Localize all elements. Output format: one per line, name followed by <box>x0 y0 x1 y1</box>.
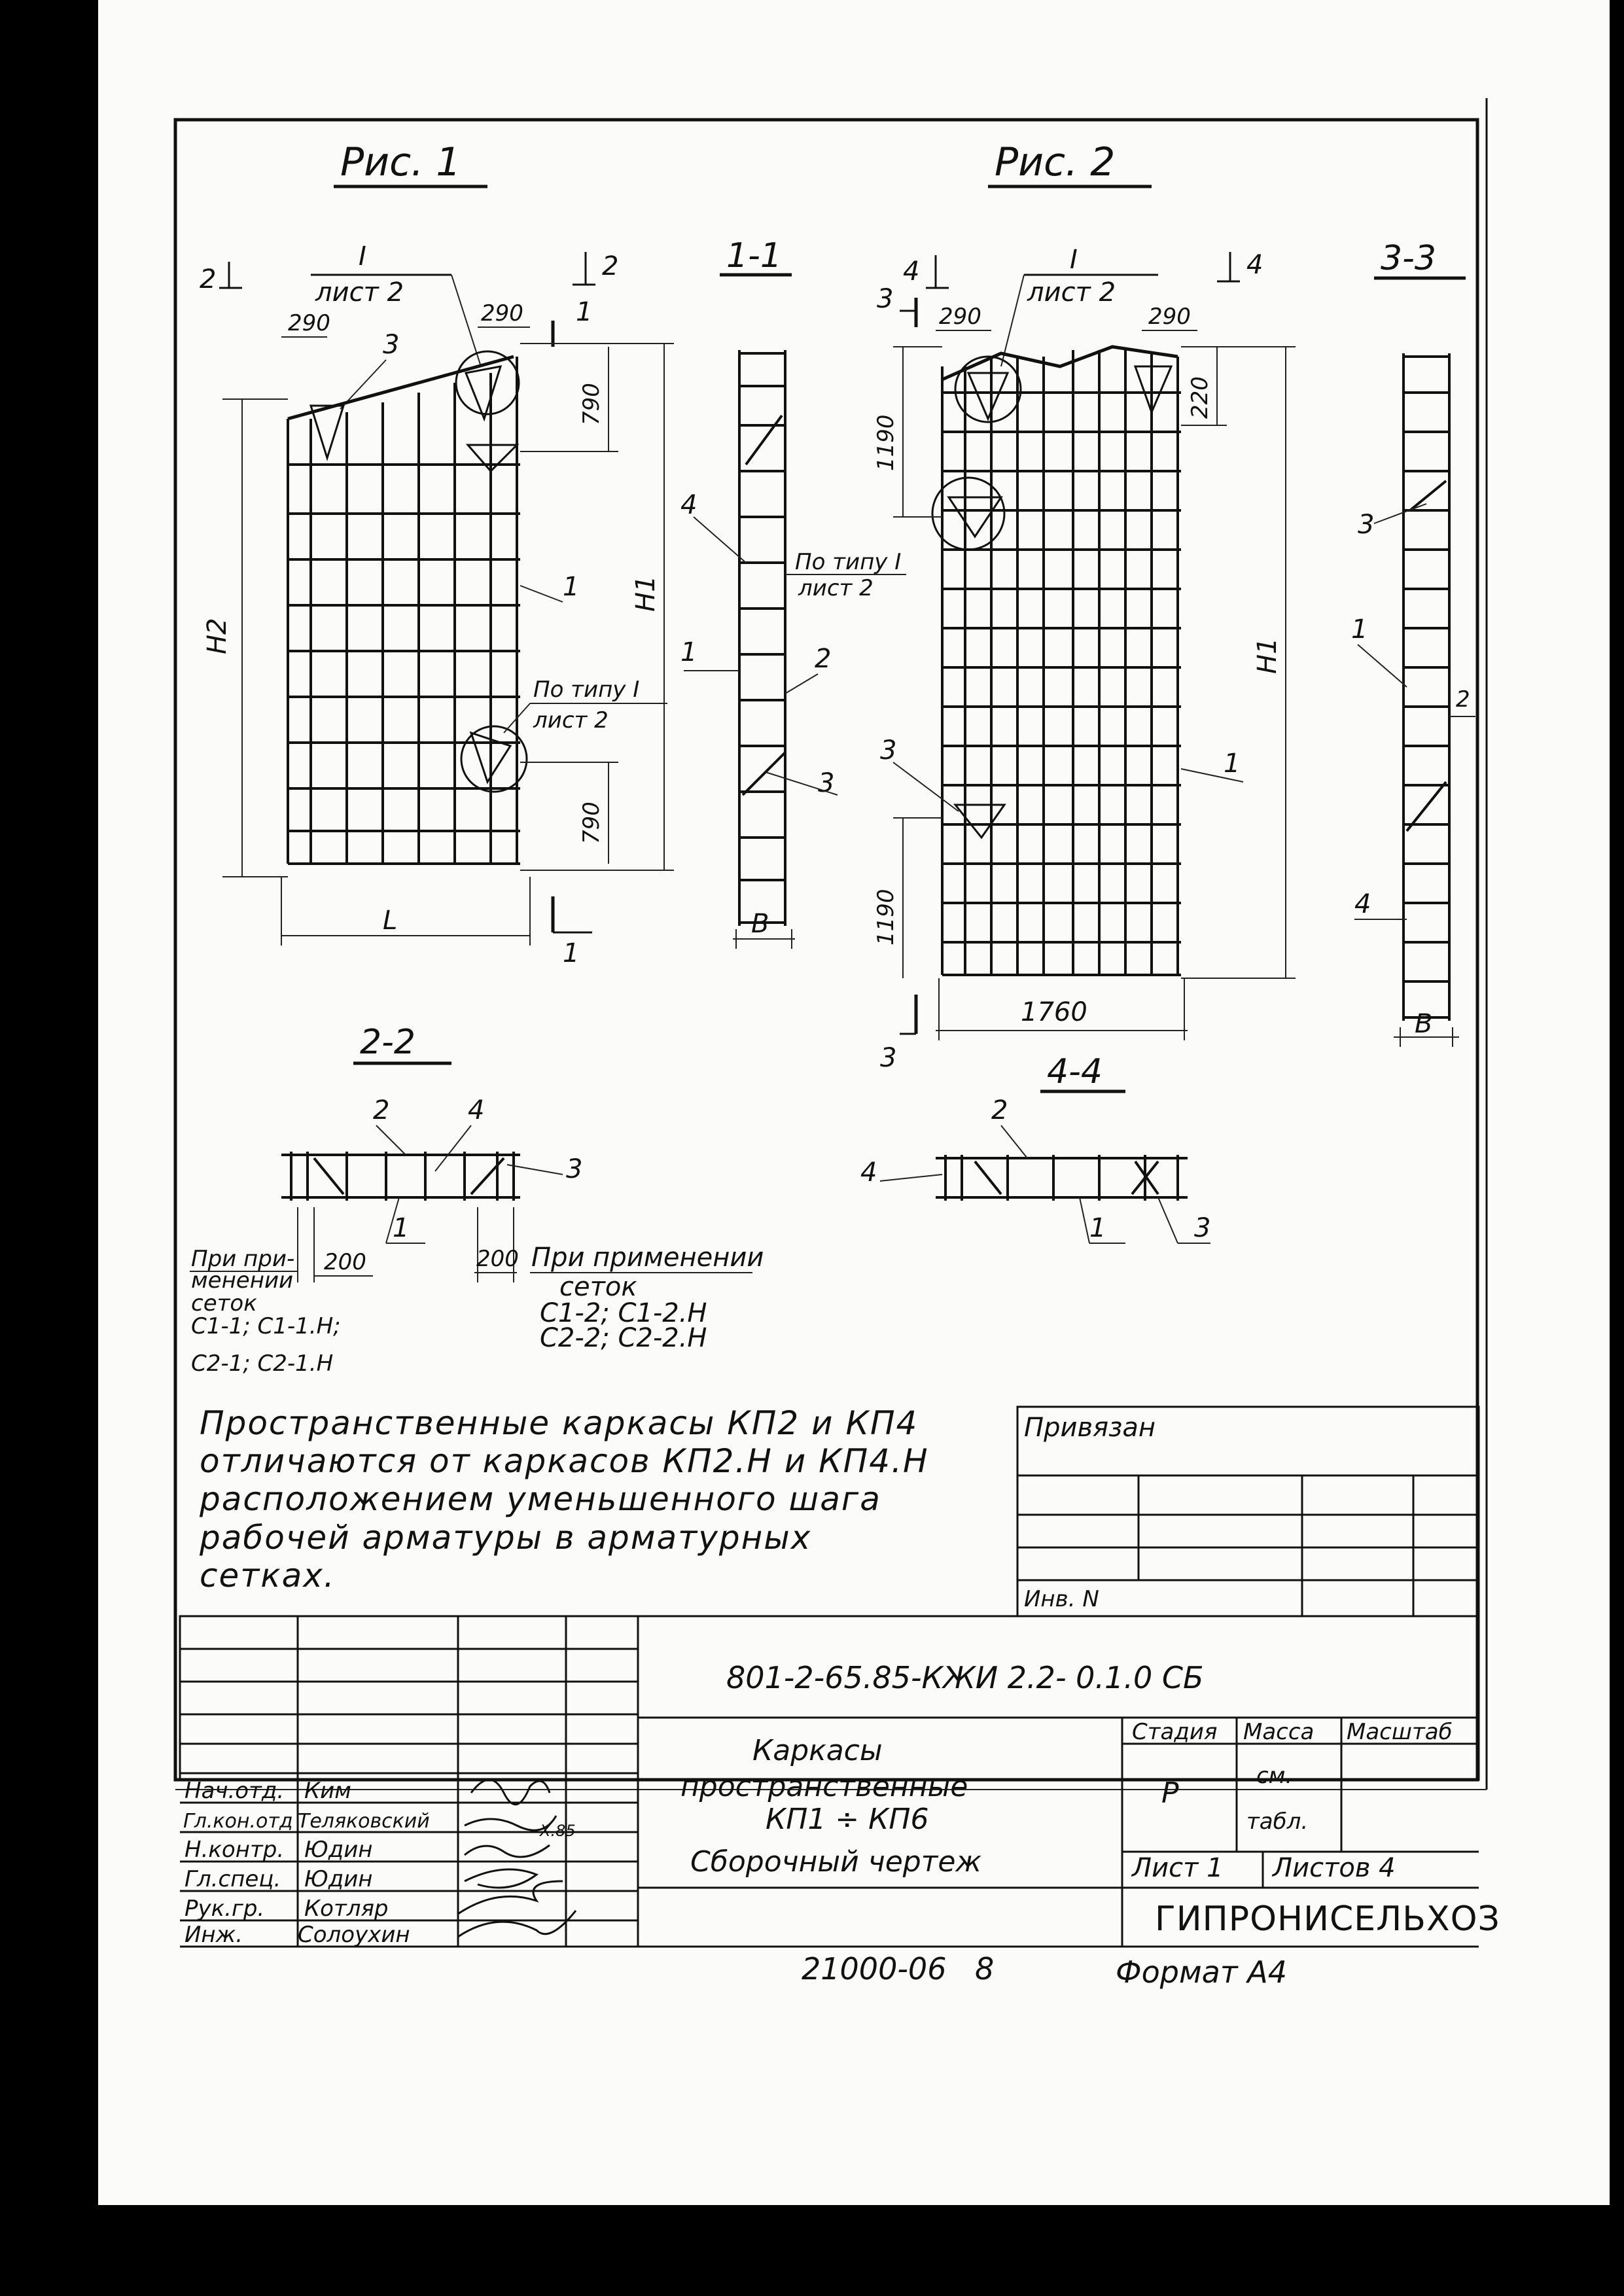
sec22-pos3: 3 <box>566 1154 583 1184</box>
sec33-title: 3-3 <box>1381 239 1436 278</box>
sec44-title: 4-4 <box>1047 1052 1103 1091</box>
fig1-h1: H1 <box>631 575 661 612</box>
sec44-pos1: 1 <box>1089 1213 1106 1243</box>
fig2-title: Рис. 2 <box>995 139 1116 185</box>
svg-text:С2-2; С2-2.Н: С2-2; С2-2.Н <box>540 1323 707 1353</box>
fig1-pos1: 1 <box>563 572 580 602</box>
name-line-4: Сборочный чертеж <box>690 1845 982 1879</box>
footer <box>802 1951 1287 1990</box>
sheets-label: Листов 4 <box>1273 1853 1396 1883</box>
svg-text:Гл.спец.: Гл.спец. <box>185 1866 281 1892</box>
fig2-dim-290-right: 290 <box>1148 304 1191 330</box>
name-line-1: Каркасы <box>752 1734 883 1767</box>
fig1-dim-790-bottom: 790 <box>578 802 605 844</box>
fig2-dim-220: 220 <box>1187 376 1213 419</box>
fig1-section-mark-right: 2 <box>602 251 619 281</box>
sec44-pos4: 4 <box>860 1157 877 1188</box>
title-block <box>180 1616 1500 1948</box>
fig1-node-ref: I <box>359 241 366 272</box>
svg-text:менении: менении <box>191 1267 294 1294</box>
svg-text:Н.контр.: Н.контр. <box>185 1837 285 1863</box>
sec11-pos4: 4 <box>680 490 697 520</box>
svg-text:Гл.кон.отд: Гл.кон.отд <box>183 1810 293 1833</box>
fig1-node-sheet: лист 2 <box>315 277 404 308</box>
svg-text:Солоухин: Солоухин <box>298 1922 410 1948</box>
fig2-cut3-top: 3 <box>877 284 894 314</box>
svg-text:С1-2; С1-2.Н: С1-2; С1-2.Н <box>540 1298 707 1328</box>
sec22-dim-200-right: 200 <box>476 1246 519 1272</box>
stage-header: Стадия <box>1132 1719 1218 1745</box>
svg-text:Теляковский: Теляковский <box>298 1810 430 1833</box>
fig2-pos1: 1 <box>1224 749 1241 779</box>
fig2-mesh <box>942 350 1181 975</box>
sec33-pos4: 4 <box>1354 889 1371 919</box>
name-line-2: пространственные <box>680 1770 968 1803</box>
section-2-2 <box>190 1023 764 1377</box>
scale-header: Масштаб <box>1347 1719 1453 1745</box>
fig1-type-sheet: лист 2 <box>533 707 609 733</box>
fig1 <box>200 139 674 968</box>
sec11-type-ref: По типу I <box>795 549 902 575</box>
footer-format: Формат А4 <box>1116 1954 1287 1990</box>
fig1-width-l: L <box>383 906 398 936</box>
mass-value-1: см. <box>1256 1763 1293 1789</box>
svg-text:сеток: сеток <box>191 1290 257 1316</box>
fig1-pos3: 3 <box>383 330 400 360</box>
svg-text:отличаются от каркасов КП2.Н и: отличаются от каркасов КП2.Н и КП4.Н <box>200 1442 929 1480</box>
fig2-node-sheet: лист 2 <box>1027 277 1116 308</box>
approval-date: X.85 <box>540 1822 576 1840</box>
fig2-h1: H1 <box>1252 637 1282 674</box>
fig2-dim-1190-bottom: 1190 <box>873 889 899 945</box>
sec33-pos2: 2 <box>1456 686 1470 713</box>
svg-text:сетках.: сетках. <box>200 1557 336 1595</box>
fig1-dim-290-left: 290 <box>288 310 330 336</box>
fig2-node-ref: I <box>1070 245 1078 275</box>
svg-text:Нач.отд.: Нач.отд. <box>185 1778 285 1804</box>
fig1-cut1-bottom: 1 <box>563 938 580 968</box>
fig2-pos3: 3 <box>880 735 897 766</box>
sec33-pos1: 1 <box>1351 614 1368 645</box>
fig1-cut1-top: 1 <box>576 297 593 327</box>
fig1-h2: H2 <box>202 618 232 654</box>
sec11-pos2: 2 <box>815 644 832 674</box>
sec44-pos2: 2 <box>991 1095 1008 1125</box>
svg-text:Инж.: Инж. <box>185 1922 243 1948</box>
sec22-dim-200-left: 200 <box>324 1249 366 1275</box>
mass-header: Масса <box>1243 1719 1315 1745</box>
svg-text:Юдин: Юдин <box>304 1837 373 1863</box>
fig1-type-ref: По типу I <box>533 677 640 703</box>
fig2-section-mark-left: 4 <box>903 256 920 287</box>
fig2-dim-290-left: 290 <box>939 304 981 330</box>
sec11-type-sheet: лист 2 <box>798 575 874 601</box>
fig1-title: Рис. 1 <box>340 139 461 185</box>
svg-text:При при-: При при- <box>191 1246 295 1272</box>
svg-text:Котляр: Котляр <box>304 1896 389 1922</box>
section-1-1 <box>680 236 906 949</box>
svg-text:Рук.гр.: Рук.гр. <box>185 1896 265 1922</box>
sec33-width-b: В <box>1415 1009 1433 1039</box>
sec44-pos3: 3 <box>1194 1213 1211 1243</box>
svg-text:С1-1; С1-1.Н;: С1-1; С1-1.Н; <box>191 1313 341 1339</box>
svg-text:расположением уменьшенного шаг: расположением уменьшенного шага <box>200 1480 881 1518</box>
fig1-dim-290-right: 290 <box>481 300 523 327</box>
binding-inv-label: Инв. N <box>1024 1586 1099 1612</box>
svg-text:рабочей арматуры в арматурных: рабочей арматуры в арматурных <box>200 1519 812 1557</box>
footer-number: 21000-06 <box>802 1951 947 1987</box>
binding-title: Привязан <box>1024 1413 1156 1443</box>
sec22-note-left <box>190 1246 341 1377</box>
doc-code: 801-2-65.85-КЖИ 2.2- 0.1.0 СБ <box>726 1660 1204 1695</box>
name-line-3: КП1 ÷ КП6 <box>766 1803 929 1836</box>
fig2 <box>873 139 1296 1073</box>
sec22-pos1: 1 <box>393 1213 410 1243</box>
svg-text:При применении: При применении <box>531 1243 764 1273</box>
binding-box <box>1017 1407 1479 1616</box>
sec11-title: 1-1 <box>726 236 782 275</box>
svg-text:Юдин: Юдин <box>304 1866 373 1892</box>
mass-value-2: табл. <box>1246 1809 1309 1835</box>
svg-text:Пространственные каркасы КП2 и: Пространственные каркасы КП2 и КП4 <box>200 1404 919 1442</box>
fig2-section-mark-right: 4 <box>1246 250 1263 280</box>
fig2-cut3-bottom: 3 <box>880 1043 897 1073</box>
organization: ГИПРОНИСЕЛЬХОЗ <box>1155 1899 1500 1939</box>
fig1-section-mark-left: 2 <box>200 264 217 294</box>
sec22-title: 2-2 <box>360 1023 415 1062</box>
sec22-pos2: 2 <box>373 1095 390 1125</box>
section-4-4 <box>860 1052 1210 1243</box>
sec22-pos4: 4 <box>468 1095 485 1125</box>
svg-text:С2-1; С2-1.Н: С2-1; С2-1.Н <box>191 1351 334 1377</box>
sheet-label: Лист 1 <box>1132 1853 1224 1883</box>
footer-page: 8 <box>975 1951 995 1987</box>
sec11-pos3: 3 <box>818 768 835 798</box>
sec11-width-b: В <box>751 909 769 939</box>
svg-text:Ким: Ким <box>304 1778 351 1804</box>
sec22-note-right <box>530 1243 764 1353</box>
fig1-mesh <box>288 357 520 864</box>
sec33-pos3: 3 <box>1358 510 1375 540</box>
sec11-pos1: 1 <box>680 637 697 667</box>
stage-value: Р <box>1161 1776 1179 1810</box>
fig1-dim-790-top: 790 <box>578 383 605 425</box>
svg-text:сеток: сеток <box>559 1272 637 1302</box>
general-note <box>199 1404 929 1595</box>
fig2-width-1760: 1760 <box>1021 997 1087 1027</box>
fig2-dim-1190-top: 1190 <box>873 414 899 471</box>
section-3-3 <box>1351 239 1475 1047</box>
